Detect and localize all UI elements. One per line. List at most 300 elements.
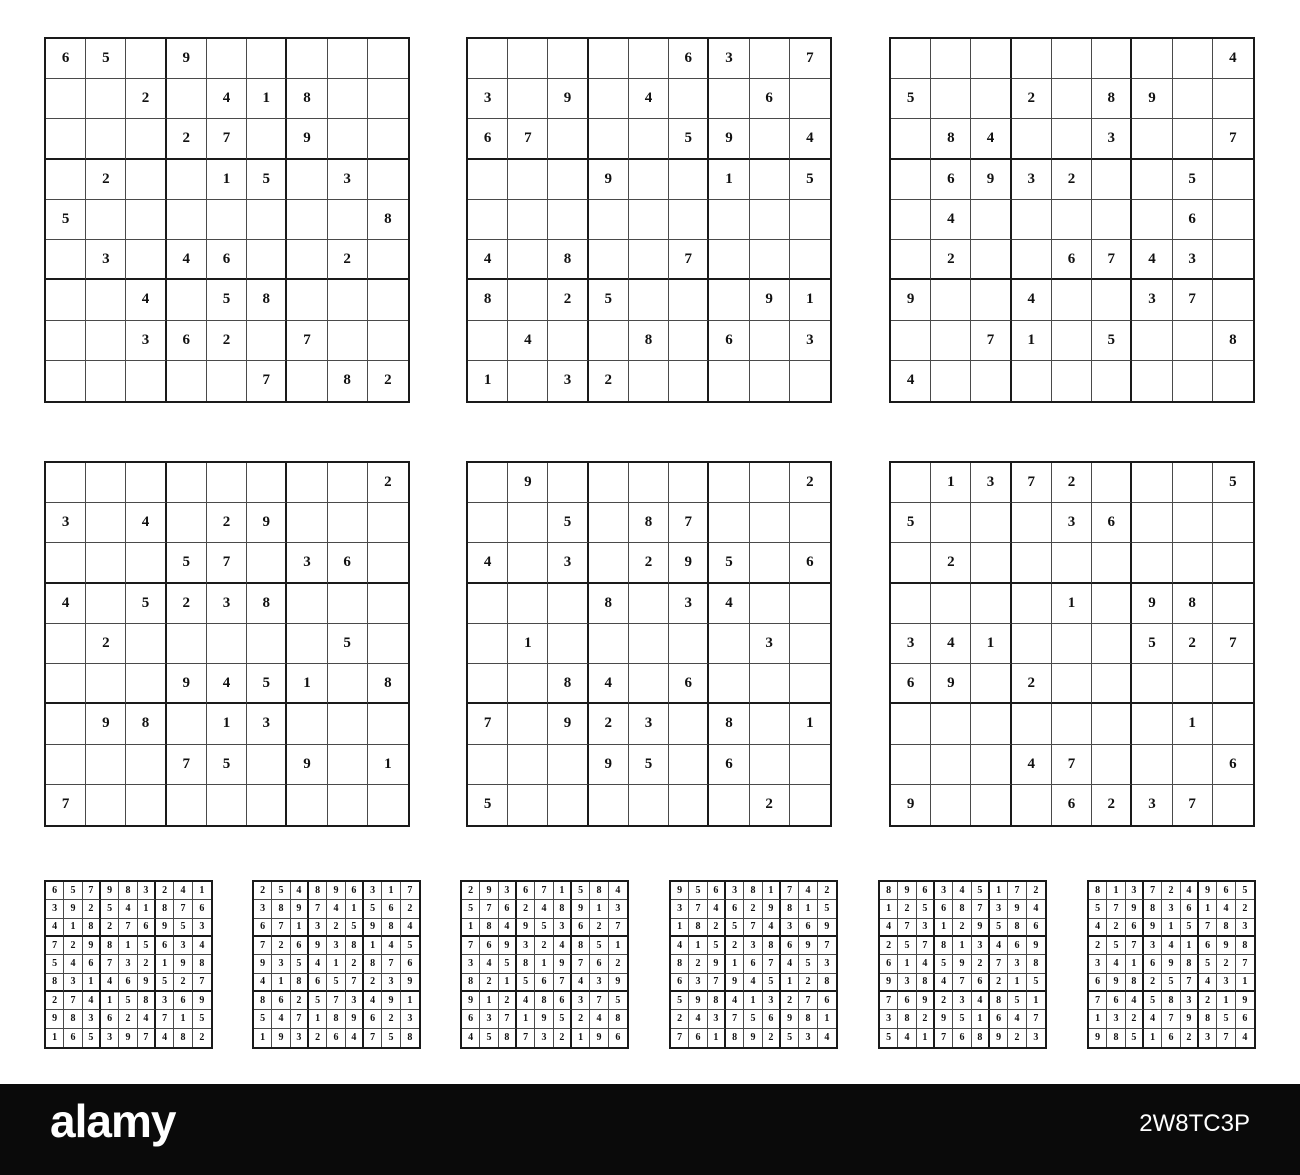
given-digit-cell: 2 [254, 882, 272, 900]
empty-cell [1092, 704, 1132, 744]
empty-cell [1052, 119, 1092, 159]
empty-cell [86, 785, 126, 825]
empty-cell [508, 240, 548, 280]
given-digit-cell: 7 [46, 937, 64, 955]
given-digit-cell: 7 [64, 992, 82, 1010]
given-digit-cell: 7 [119, 919, 137, 937]
given-digit-cell: 1 [468, 361, 508, 401]
given-digit-cell: 4 [468, 543, 508, 583]
given-digit-cell: 5 [499, 955, 517, 973]
given-digit-cell: 9 [346, 1010, 364, 1028]
given-digit-cell: 4 [726, 992, 744, 1010]
empty-cell [629, 463, 669, 503]
given-digit-cell: 4 [781, 955, 799, 973]
given-digit-cell: 5 [1173, 160, 1213, 200]
given-digit-cell: 1 [931, 463, 971, 503]
empty-cell [167, 200, 207, 240]
given-digit-cell: 3 [935, 882, 953, 900]
given-digit-cell: 2 [671, 1010, 689, 1028]
given-digit-cell: 9 [462, 992, 480, 1010]
given-digit-cell: 2 [101, 919, 119, 937]
given-digit-cell: 7 [156, 1010, 174, 1028]
given-digit-cell: 7 [898, 919, 916, 937]
given-digit-cell: 4 [364, 992, 382, 1010]
given-digit-cell: 4 [689, 1010, 707, 1028]
empty-cell [1173, 463, 1213, 503]
given-digit-cell: 9 [1199, 882, 1217, 900]
empty-cell [548, 584, 588, 624]
given-digit-cell: 7 [1089, 992, 1107, 1010]
given-digit-cell: 4 [880, 919, 898, 937]
given-digit-cell: 3 [291, 1029, 309, 1047]
empty-cell [126, 119, 166, 159]
given-digit-cell: 3 [572, 992, 590, 1010]
given-digit-cell: 6 [328, 543, 368, 583]
given-digit-cell: 3 [554, 919, 572, 937]
empty-cell [167, 280, 207, 320]
empty-cell [368, 785, 408, 825]
given-digit-cell: 5 [462, 900, 480, 918]
given-digit-cell: 1 [517, 1010, 535, 1028]
given-digit-cell: 4 [207, 664, 247, 704]
given-digit-cell: 5 [1107, 937, 1125, 955]
given-digit-cell: 2 [46, 992, 64, 1010]
given-digit-cell: 1 [401, 992, 419, 1010]
given-digit-cell: 1 [291, 919, 309, 937]
empty-cell [891, 543, 931, 583]
empty-cell [287, 704, 327, 744]
given-digit-cell: 7 [799, 992, 817, 1010]
given-digit-cell: 9 [272, 1029, 290, 1047]
empty-cell [167, 785, 207, 825]
given-digit-cell: 3 [480, 1010, 498, 1028]
empty-cell [629, 160, 669, 200]
given-digit-cell: 2 [589, 361, 629, 401]
empty-cell [548, 785, 588, 825]
empty-cell [750, 704, 790, 744]
given-digit-cell: 5 [167, 543, 207, 583]
given-digit-cell: 6 [669, 664, 709, 704]
given-digit-cell: 8 [156, 900, 174, 918]
given-digit-cell: 5 [535, 919, 553, 937]
given-digit-cell: 2 [1089, 937, 1107, 955]
given-digit-cell: 6 [46, 39, 86, 79]
given-digit-cell: 8 [1181, 955, 1199, 973]
given-digit-cell: 4 [990, 937, 1008, 955]
given-digit-cell: 4 [1213, 39, 1253, 79]
given-digit-cell: 6 [590, 955, 608, 973]
empty-cell [1092, 361, 1132, 401]
given-digit-cell: 7 [101, 955, 119, 973]
given-digit-cell: 5 [119, 992, 137, 1010]
given-digit-cell: 3 [468, 79, 508, 119]
given-digit-cell: 2 [917, 1010, 935, 1028]
given-digit-cell: 7 [382, 955, 400, 973]
empty-cell [1213, 543, 1253, 583]
given-digit-cell: 8 [287, 79, 327, 119]
given-digit-cell: 4 [917, 955, 935, 973]
given-digit-cell: 8 [1199, 1010, 1217, 1028]
empty-cell [1132, 503, 1172, 543]
empty-cell [1132, 39, 1172, 79]
given-digit-cell: 3 [744, 937, 762, 955]
empty-cell [247, 200, 287, 240]
empty-cell [669, 785, 709, 825]
given-digit-cell: 5 [880, 1029, 898, 1047]
given-digit-cell: 8 [535, 992, 553, 1010]
given-digit-cell: 3 [917, 919, 935, 937]
empty-cell [589, 785, 629, 825]
empty-cell [508, 79, 548, 119]
empty-cell [468, 39, 508, 79]
empty-cell [1052, 200, 1092, 240]
given-digit-cell: 3 [46, 900, 64, 918]
empty-cell [1012, 200, 1052, 240]
empty-cell [508, 745, 548, 785]
given-digit-cell: 9 [609, 974, 627, 992]
empty-cell [86, 584, 126, 624]
empty-cell [1092, 624, 1132, 664]
given-digit-cell: 7 [669, 503, 709, 543]
empty-cell [589, 543, 629, 583]
given-digit-cell: 2 [1126, 1010, 1144, 1028]
empty-cell [1012, 503, 1052, 543]
empty-cell [86, 503, 126, 543]
given-digit-cell: 2 [499, 992, 517, 1010]
given-digit-cell: 7 [480, 900, 498, 918]
given-digit-cell: 7 [1213, 119, 1253, 159]
empty-cell [790, 664, 830, 704]
given-digit-cell: 1 [346, 900, 364, 918]
given-digit-cell: 6 [615, 1032, 621, 1044]
empty-cell [709, 361, 749, 401]
empty-cell [931, 321, 971, 361]
given-digit-cell: 4 [126, 280, 166, 320]
given-digit-cell: 4 [382, 937, 400, 955]
given-digit-cell: 2 [384, 372, 392, 389]
given-digit-cell: 7 [1107, 900, 1125, 918]
given-digit-cell: 3 [1132, 280, 1172, 320]
empty-cell [287, 584, 327, 624]
given-digit-cell: 4 [126, 503, 166, 543]
given-digit-cell: 8 [917, 974, 935, 992]
given-digit-cell: 8 [1173, 584, 1213, 624]
given-digit-cell: 5 [328, 624, 368, 664]
given-digit-cell: 9 [708, 955, 726, 973]
given-digit-cell: 3 [382, 974, 400, 992]
empty-cell [328, 664, 368, 704]
empty-cell [46, 664, 86, 704]
given-digit-cell: 9 [46, 1010, 64, 1028]
given-digit-cell: 5 [83, 1029, 101, 1047]
given-digit-cell: 5 [327, 974, 345, 992]
given-digit-cell: 8 [709, 704, 749, 744]
given-digit-cell: 6 [499, 900, 517, 918]
empty-cell [971, 584, 1011, 624]
given-digit-cell: 3 [207, 584, 247, 624]
given-digit-cell: 9 [972, 919, 990, 937]
empty-cell [891, 200, 931, 240]
empty-cell [468, 624, 508, 664]
empty-cell [971, 543, 1011, 583]
given-digit-cell: 1 [138, 900, 156, 918]
empty-cell [750, 119, 790, 159]
given-digit-cell: 3 [1236, 919, 1254, 937]
empty-cell [971, 39, 1011, 79]
empty-cell [508, 785, 548, 825]
given-digit-cell: 1 [1126, 955, 1144, 973]
given-digit-cell: 2 [744, 900, 762, 918]
given-digit-cell: 4 [207, 79, 247, 119]
empty-cell [669, 463, 709, 503]
given-digit-cell: 1 [287, 664, 327, 704]
given-digit-cell: 5 [726, 919, 744, 937]
empty-cell [891, 463, 931, 503]
empty-cell [669, 624, 709, 664]
given-digit-cell: 1 [535, 955, 553, 973]
given-digit-cell: 4 [101, 974, 119, 992]
empty-cell [931, 503, 971, 543]
given-digit-cell: 6 [1107, 992, 1125, 1010]
sudoku-solution-6 [1087, 880, 1256, 1049]
given-digit-cell: 1 [1199, 900, 1217, 918]
given-digit-cell: 7 [499, 1010, 517, 1028]
given-digit-cell: 1 [207, 160, 247, 200]
given-digit-cell: 4 [167, 240, 207, 280]
empty-cell [589, 39, 629, 79]
empty-cell [790, 240, 830, 280]
empty-cell [126, 745, 166, 785]
empty-cell [1173, 321, 1213, 361]
given-digit-cell: 6 [744, 955, 762, 973]
empty-cell [1092, 584, 1132, 624]
empty-cell [247, 785, 287, 825]
empty-cell [86, 321, 126, 361]
empty-cell [1092, 160, 1132, 200]
empty-cell [1132, 745, 1172, 785]
given-digit-cell: 3 [818, 955, 836, 973]
given-digit-cell: 5 [990, 919, 1008, 937]
given-digit-cell: 3 [1012, 160, 1052, 200]
empty-cell [790, 200, 830, 240]
sudoku-solution-3 [460, 880, 629, 1049]
given-digit-cell: 5 [891, 503, 931, 543]
sudoku-solution-5 [878, 880, 1047, 1049]
given-digit-cell: 8 [291, 974, 309, 992]
given-digit-cell: 8 [1092, 79, 1132, 119]
empty-cell [1213, 240, 1253, 280]
given-digit-cell: 1 [590, 900, 608, 918]
empty-cell [891, 240, 931, 280]
given-digit-cell: 4 [535, 900, 553, 918]
given-digit-cell: 7 [917, 937, 935, 955]
given-digit-cell: 6 [708, 882, 726, 900]
empty-cell [247, 39, 287, 79]
given-digit-cell: 4 [629, 79, 669, 119]
given-digit-cell: 5 [207, 280, 247, 320]
given-digit-cell: 1 [499, 974, 517, 992]
empty-cell [1213, 664, 1253, 704]
given-digit-cell: 4 [1107, 955, 1125, 973]
given-digit-cell: 8 [799, 1010, 817, 1028]
given-digit-cell: 2 [1052, 160, 1092, 200]
empty-cell [167, 624, 207, 664]
empty-cell [971, 240, 1011, 280]
empty-cell [1213, 200, 1253, 240]
empty-cell [1092, 664, 1132, 704]
empty-cell [709, 664, 749, 704]
given-digit-cell: 5 [609, 992, 627, 1010]
given-digit-cell: 3 [1052, 503, 1092, 543]
given-digit-cell: 6 [291, 937, 309, 955]
given-digit-cell: 2 [156, 882, 174, 900]
given-digit-cell: 3 [750, 624, 790, 664]
given-digit-cell: 7 [726, 1010, 744, 1028]
given-digit-cell: 1 [953, 937, 971, 955]
empty-cell [1132, 361, 1172, 401]
given-digit-cell: 7 [272, 919, 290, 937]
given-digit-cell: 9 [880, 974, 898, 992]
given-digit-cell: 3 [64, 974, 82, 992]
empty-cell [287, 240, 327, 280]
given-digit-cell: 7 [1236, 955, 1254, 973]
given-digit-cell: 4 [401, 919, 419, 937]
empty-cell [468, 463, 508, 503]
given-digit-cell: 9 [247, 503, 287, 543]
given-digit-cell: 4 [1089, 919, 1107, 937]
given-digit-cell: 8 [247, 584, 287, 624]
empty-cell [508, 664, 548, 704]
empty-cell [1052, 664, 1092, 704]
given-digit-cell: 7 [291, 1010, 309, 1028]
empty-cell [589, 624, 629, 664]
empty-cell [508, 584, 548, 624]
given-digit-cell: 9 [499, 937, 517, 955]
empty-cell [287, 39, 327, 79]
given-digit-cell: 2 [64, 937, 82, 955]
given-digit-cell: 4 [1012, 745, 1052, 785]
given-digit-cell: 4 [138, 1010, 156, 1028]
given-digit-cell: 9 [548, 79, 588, 119]
given-digit-cell: 5 [1217, 1010, 1235, 1028]
given-digit-cell: 7 [468, 704, 508, 744]
given-digit-cell: 6 [1126, 919, 1144, 937]
empty-cell [891, 160, 931, 200]
empty-cell [1092, 463, 1132, 503]
given-digit-cell: 9 [1132, 584, 1172, 624]
empty-cell [1052, 39, 1092, 79]
given-digit-cell: 2 [86, 624, 126, 664]
given-digit-cell: 5 [254, 1010, 272, 1028]
empty-cell [468, 321, 508, 361]
given-digit-cell: 8 [138, 992, 156, 1010]
given-digit-cell: 4 [1012, 280, 1052, 320]
empty-cell [971, 664, 1011, 704]
empty-cell [931, 39, 971, 79]
given-digit-cell: 2 [119, 1010, 137, 1028]
given-digit-cell: 1 [1236, 974, 1254, 992]
given-digit-cell: 7 [781, 882, 799, 900]
given-digit-cell: 9 [898, 882, 916, 900]
given-digit-cell: 6 [972, 974, 990, 992]
given-digit-cell: 9 [508, 463, 548, 503]
given-digit-cell: 5 [309, 992, 327, 1010]
given-digit-cell: 8 [953, 900, 971, 918]
given-digit-cell: 2 [1144, 974, 1162, 992]
given-digit-cell: 4 [517, 992, 535, 1010]
given-digit-cell: 5 [572, 882, 590, 900]
empty-cell [46, 361, 86, 401]
empty-cell [328, 463, 368, 503]
given-digit-cell: 6 [1173, 200, 1213, 240]
given-digit-cell: 9 [891, 280, 931, 320]
given-digit-cell: 9 [818, 919, 836, 937]
given-digit-cell: 5 [554, 1010, 572, 1028]
empty-cell [328, 321, 368, 361]
given-digit-cell: 8 [499, 1029, 517, 1047]
empty-cell [247, 240, 287, 280]
given-digit-cell: 8 [609, 1010, 627, 1028]
given-digit-cell: 6 [83, 955, 101, 973]
empty-cell [86, 463, 126, 503]
empty-cell [750, 503, 790, 543]
given-digit-cell: 7 [401, 882, 419, 900]
empty-cell [86, 119, 126, 159]
given-digit-cell: 2 [167, 584, 207, 624]
given-digit-cell: 1 [689, 937, 707, 955]
given-digit-cell: 8 [671, 955, 689, 973]
empty-cell [1132, 543, 1172, 583]
given-digit-cell: 3 [138, 882, 156, 900]
given-digit-cell: 5 [468, 785, 508, 825]
given-digit-cell: 9 [1132, 79, 1172, 119]
given-digit-cell: 3 [891, 624, 931, 664]
given-digit-cell: 9 [291, 900, 309, 918]
given-digit-cell: 3 [629, 704, 669, 744]
given-digit-cell: 7 [671, 1029, 689, 1047]
given-digit-cell: 3 [790, 321, 830, 361]
given-digit-cell: 8 [1236, 937, 1254, 955]
given-digit-cell: 3 [548, 361, 588, 401]
empty-cell [750, 200, 790, 240]
given-digit-cell: 3 [247, 704, 287, 744]
empty-cell [1012, 704, 1052, 744]
given-digit-cell: 6 [346, 882, 364, 900]
given-digit-cell: 8 [1107, 1029, 1125, 1047]
given-digit-cell: 3 [953, 992, 971, 1010]
given-digit-cell: 4 [935, 974, 953, 992]
given-digit-cell: 2 [554, 1029, 572, 1047]
empty-cell [368, 503, 408, 543]
given-digit-cell: 3 [462, 955, 480, 973]
given-digit-cell: 3 [101, 1029, 119, 1047]
given-digit-cell: 1 [368, 745, 408, 785]
given-digit-cell: 7 [1012, 463, 1052, 503]
given-digit-cell: 6 [1162, 1029, 1180, 1047]
empty-cell [207, 200, 247, 240]
given-digit-cell: 5 [480, 1029, 498, 1047]
given-digit-cell: 7 [207, 119, 247, 159]
given-digit-cell: 1 [935, 919, 953, 937]
given-digit-cell: 1 [1107, 882, 1125, 900]
given-digit-cell: 7 [1008, 882, 1026, 900]
given-digit-cell: 6 [953, 1029, 971, 1047]
given-digit-cell: 8 [174, 1029, 192, 1047]
empty-cell [1132, 704, 1172, 744]
empty-cell [790, 503, 830, 543]
empty-cell [1173, 79, 1213, 119]
empty-cell [1173, 543, 1213, 583]
